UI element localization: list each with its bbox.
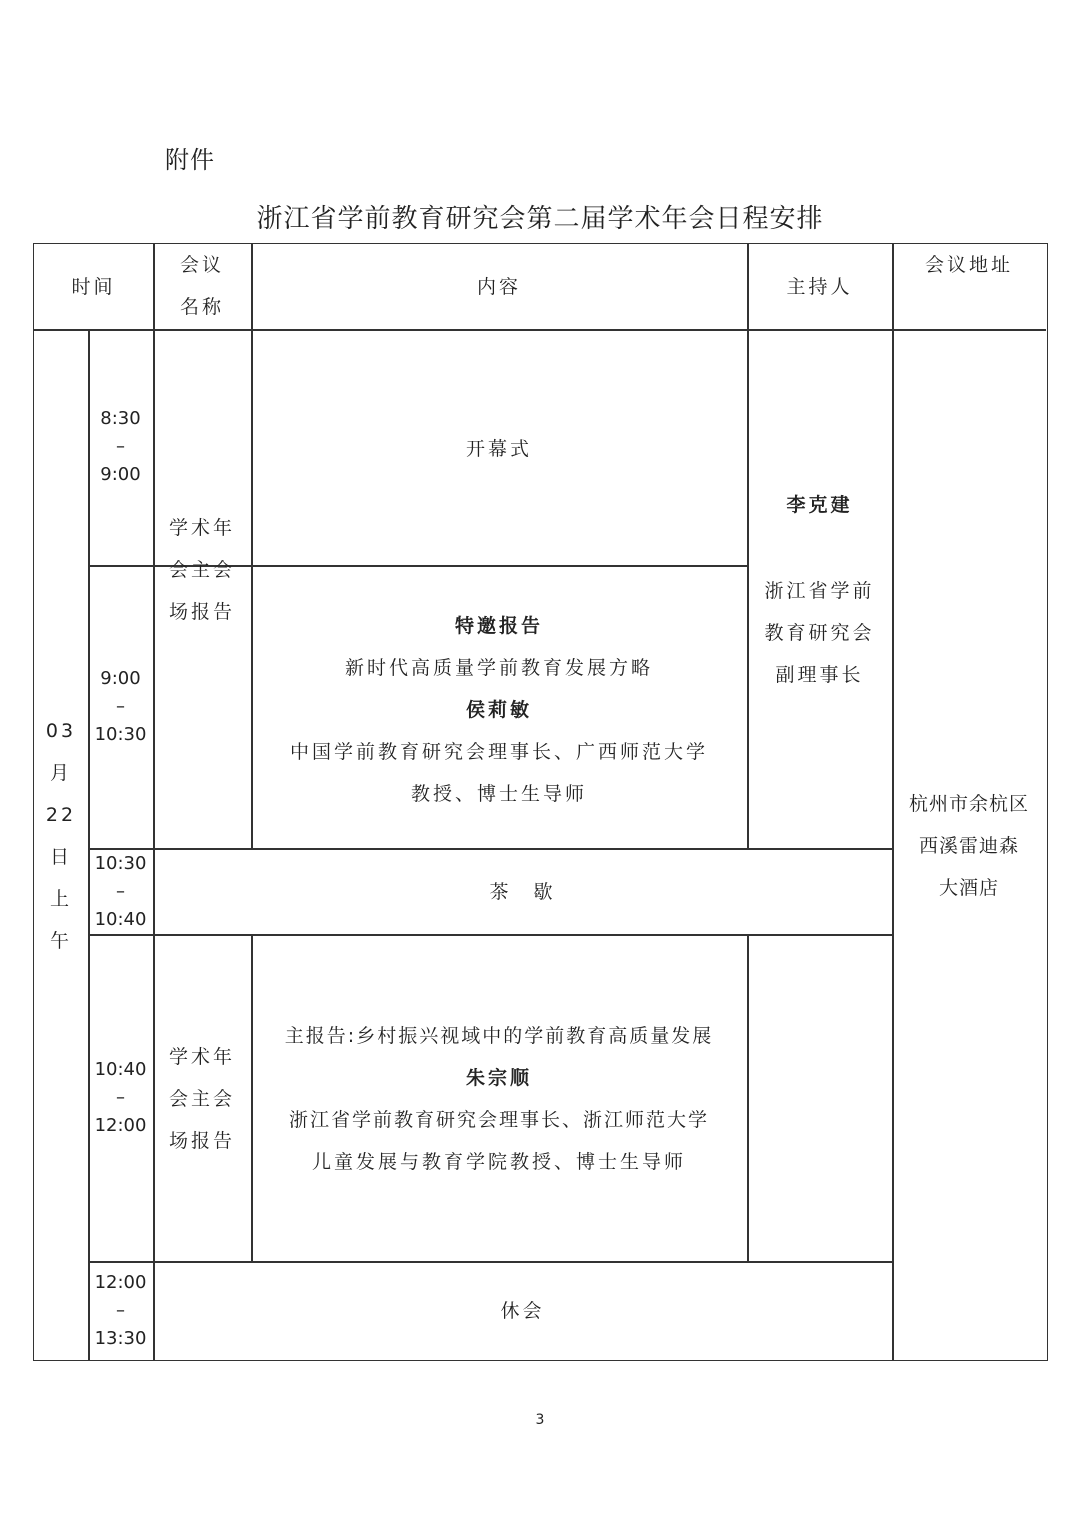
time-slot [88, 1055, 153, 1141]
header-location [892, 244, 1046, 329]
host-name [747, 484, 892, 526]
session-name [153, 507, 251, 633]
time-end: 13:30 [94, 1328, 147, 1349]
table-rule [747, 244, 749, 848]
opening-ceremony [251, 419, 747, 479]
header-meeting-name [153, 244, 251, 329]
time-start: 9:00 [100, 668, 141, 689]
date-char: 03 [45, 720, 77, 742]
tea-break-label: 茶 歇 [489, 880, 556, 903]
keynote-affiliation: 教授、博士生导师 [410, 783, 587, 805]
session-name-line: 场报告 [168, 1130, 235, 1152]
time-end: 9:00 [100, 464, 141, 485]
time-sep: – [116, 1300, 125, 1321]
time-slot [88, 664, 153, 750]
header-time [34, 244, 153, 329]
venue-line: 大酒店 [938, 877, 999, 899]
session-name [153, 1036, 251, 1162]
time-end: 10:40 [94, 908, 147, 930]
adjourn [153, 1262, 892, 1360]
keynote-heading: 特邀报告 [454, 615, 543, 637]
date-char: 日 [49, 846, 72, 868]
table-rule [153, 244, 155, 1360]
tea-break [153, 849, 892, 934]
table-rule [88, 934, 893, 936]
host-title-line: 教育研究会 [764, 622, 875, 644]
date-char: 月 [49, 762, 72, 784]
host-name-label: 李克建 [786, 494, 853, 516]
date-char: 22 [45, 804, 77, 826]
session-name-line: 会主会 [168, 1088, 235, 1110]
venue-line: 杭州市余杭区 [908, 793, 1029, 815]
time-end: 10:30 [94, 724, 147, 745]
keynote-speaker: 侯莉敏 [465, 699, 532, 721]
time-start: 12:00 [94, 1272, 147, 1293]
header-host-label: 主持人 [786, 275, 853, 298]
header-time-label: 时间 [71, 275, 116, 298]
time-end: 12:00 [94, 1115, 147, 1136]
keynote-topic: 新时代高质量学前教育发展方略 [344, 657, 653, 679]
time-sep: – [116, 696, 125, 717]
header-name-line1: 会议 [179, 254, 224, 276]
time-start: 10:30 [94, 852, 147, 874]
date-char: 上 [49, 888, 72, 910]
adjourn-label: 休会 [500, 1300, 545, 1322]
host-title-line: 浙江省学前 [764, 580, 875, 602]
session-name-line: 学术年 [168, 1046, 235, 1068]
page-title: 浙江省学前教育研究会第二届学术年会日程安排 [256, 204, 824, 234]
opening-ceremony-label: 开幕式 [465, 438, 532, 460]
time-slot [88, 849, 153, 934]
main-report-speaker: 朱宗顺 [465, 1067, 532, 1089]
host-title [747, 570, 892, 696]
header-name-line2: 名称 [179, 296, 224, 318]
date-cell [34, 710, 88, 970]
table-rule [34, 329, 1046, 331]
main-report-affiliation: 儿童发展与教育学院教授、博士生导师 [311, 1151, 686, 1173]
keynote-content [251, 602, 747, 818]
main-report-topic: 主报告:乡村振兴视域中的学前教育高质量发展 [284, 1025, 714, 1047]
time-slot [88, 1262, 153, 1360]
session-name-line: 场报告 [168, 601, 235, 623]
keynote-affiliation: 中国学前教育研究会理事长、广西师范大学 [289, 741, 708, 763]
main-report-content [251, 1014, 747, 1184]
venue-line: 西溪雷迪森 [918, 835, 1019, 857]
time-start: 8:30 [100, 408, 141, 429]
session-name-line: 学术年 [168, 517, 235, 539]
host-title-line: 副理事长 [775, 664, 864, 686]
table-rule [747, 934, 749, 1261]
attachment-label: 附件 [165, 146, 215, 174]
time-sep: – [116, 880, 125, 902]
time-sep: – [116, 1087, 125, 1108]
schedule-table [33, 243, 1048, 1361]
header-location-label: 会议地址 [924, 254, 1013, 276]
header-content [251, 244, 747, 329]
main-report-affiliation: 浙江省学前教育研究会理事长、浙江师范大学 [288, 1109, 709, 1131]
time-sep: – [116, 436, 125, 457]
session-name-line: 会主会 [168, 559, 235, 581]
header-host [747, 244, 892, 329]
header-content-label: 内容 [476, 275, 521, 298]
venue-address [892, 783, 1046, 909]
page-number: 3 [535, 1412, 545, 1428]
time-start: 10:40 [94, 1059, 147, 1080]
date-char: 午 [49, 930, 72, 952]
time-slot [88, 404, 153, 490]
